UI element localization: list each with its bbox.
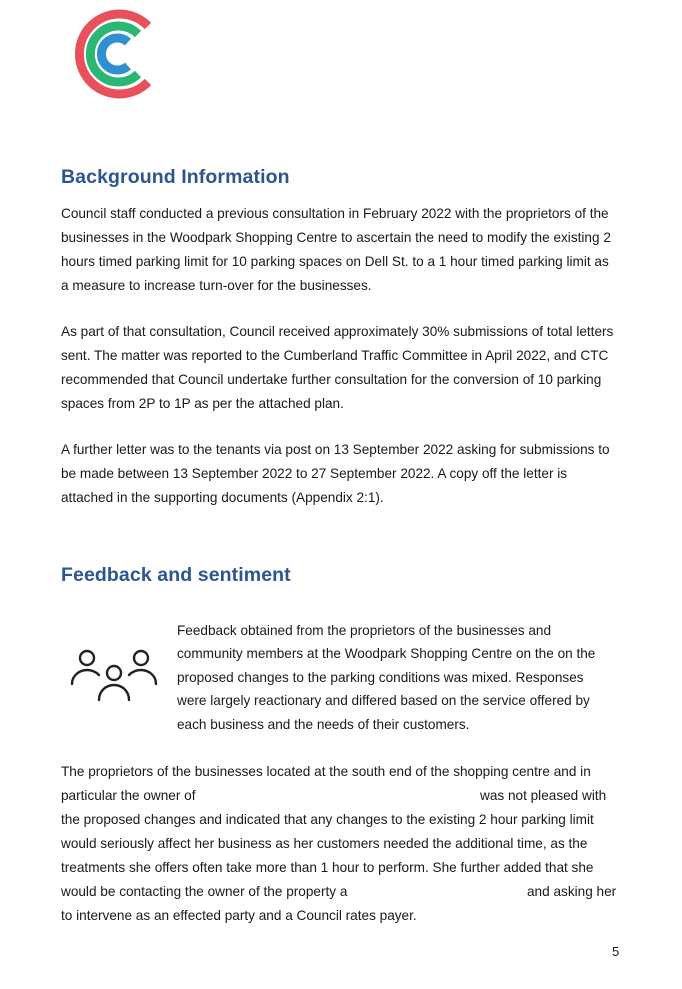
text-line: treatments she offers often take more than 1 hour to perform. She further added that she <box>61 860 594 875</box>
text-fragment: was not pleased with <box>480 788 607 803</box>
people-group-icon <box>66 646 162 706</box>
background-paragraph-3 <box>61 438 610 510</box>
text-line: be made between 13 September 2022 to 27 September 2022. A copy off the letter is <box>61 466 568 481</box>
text-line: would seriously affect her business as her customers needed the additional time, as the <box>61 836 588 851</box>
background-heading: Background Information <box>61 166 290 188</box>
text-line: spaces from 2P to 1P as per the attached plan. <box>61 396 344 411</box>
text-line: community members at the Woodpark Shopping Centre on the on the <box>177 646 596 662</box>
text-line: a measure to increase turn-over for the businesses. <box>61 278 372 293</box>
logo-inner-arc <box>101 38 128 70</box>
text-line: sent. The matter was reported to the Cumberland Traffic Committee in April 2022, and CTC <box>61 348 609 363</box>
text-line: hours timed parking limit for 10 parking spaces on Dell St. to a 1 hour timed parking limit as <box>61 254 609 269</box>
feedback-heading: Feedback and sentiment <box>61 564 291 586</box>
text-line: As part of that consultation, Council received approximately 30% submissions of total letters <box>61 324 614 339</box>
text-line: each business and the needs of their customers. <box>177 716 470 732</box>
text-fragment: and asking her <box>527 884 617 899</box>
text-line: the proposed changes and indicated that any changes to the existing 2 hour parking limit <box>61 812 594 827</box>
text-line: attached in the supporting documents (Appendix 2:1). <box>61 490 384 505</box>
text-line: A further letter was to the tenants via post on 13 September 2022 asking for submissions to <box>61 442 610 457</box>
background-paragraph-1 <box>61 202 611 298</box>
background-paragraph-2 <box>61 320 613 416</box>
text-line: proposed changes to the parking conditions was mixed. Responses <box>177 669 584 685</box>
text-line: were largely reactionary and differed based on the service offered by <box>177 693 590 709</box>
feedback-paragraph-2 <box>61 760 631 928</box>
text-fragment: particular the owner of <box>61 788 196 803</box>
feedback-intro <box>177 619 595 736</box>
text-line-redacted <box>61 784 631 808</box>
text-line-redacted <box>61 880 631 904</box>
council-logo <box>66 6 158 102</box>
text-line: The proprietors of the businesses located at the south end of the shopping centre and in <box>61 764 591 779</box>
text-line: businesses in the Woodpark Shopping Centre to ascertain the need to modify the existing 2 <box>61 230 611 245</box>
text-line: recommended that Council undertake further consultation for the conversion of 10 parking <box>61 372 602 387</box>
text-line: Feedback obtained from the proprietors of the businesses and <box>177 623 552 638</box>
page-number: 5 <box>612 944 620 959</box>
text-line: Council staff conducted a previous consultation in February 2022 with the proprietors of the <box>61 206 609 221</box>
text-line: to intervene as an effected party and a Council rates payer. <box>61 908 417 923</box>
text-fragment: would be contacting the owner of the property a <box>61 884 348 899</box>
